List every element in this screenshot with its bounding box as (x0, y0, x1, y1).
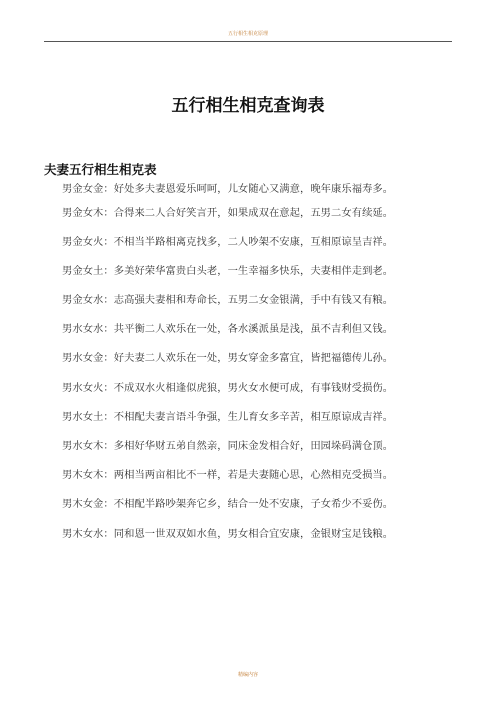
entry-label: 男金女木 (62, 206, 104, 219)
entry-separator: ： (103, 183, 114, 195)
list-item (62, 205, 462, 234)
entry-separator: ： (103, 527, 114, 540)
running-footer: 精编内容 (237, 672, 258, 678)
entry-separator: ： (103, 323, 114, 336)
running-header: 五行相生相克原理 (227, 31, 268, 37)
entry-text: 好夫妻二人欢乐在一处，男女穿金多富宜，皆把福德传儿孙。 (113, 352, 394, 365)
entry-text: 不成双水火相逢似虎狼，男火女水便可成，有事钱财受损伤。 (113, 381, 394, 394)
list-item (62, 526, 462, 555)
entry-separator: ： (103, 410, 114, 423)
entry-label: 男木女金 (62, 498, 104, 511)
entry-text: 志高强夫妻相和寿命长，五男二女金银满，手中有钱又有粮。 (113, 294, 394, 307)
entry-separator: ： (103, 440, 114, 452)
list-item (62, 234, 462, 263)
list-item (62, 409, 462, 438)
entry-separator: ： (103, 469, 114, 482)
list-item (62, 181, 462, 205)
list-item (62, 292, 462, 321)
entry-separator: ： (103, 206, 114, 219)
entry-text: 好处多夫妻恩爱乐呵呵，儿女随心又满意，晚年康乐福寿多。 (113, 183, 394, 195)
entry-label: 男金女火 (62, 235, 104, 248)
entry-separator: ： (103, 352, 114, 365)
entry-label: 男水女木 (62, 440, 104, 452)
compatibility-list (62, 181, 462, 555)
list-item (62, 263, 462, 292)
entry-separator: ： (103, 498, 114, 511)
entry-label: 男金女土 (62, 264, 104, 277)
list-item (62, 438, 462, 467)
entry-separator: ： (103, 381, 114, 394)
entry-text: 合得来二人合好笑言开，如果成双在意起，五男二女有续延。 (113, 206, 394, 219)
document-title: 五行相生相克查询表 (171, 96, 325, 116)
entry-text: 同和恩一世双双如水鱼，男女相合宜安康，金银财宝足钱粮。 (113, 527, 394, 540)
list-item (62, 496, 462, 525)
entry-label: 男金女水 (62, 294, 104, 307)
entry-text: 不相当半路相离克找多，二人吵架不安康，互相原谅呈吉祥。 (113, 235, 394, 248)
entry-label: 男水女金 (62, 352, 104, 365)
entry-text: 不相配半路吵架奔它乡，结合一处不安康，子女希少不妥伤。 (113, 498, 394, 511)
entry-label: 男木女水 (62, 527, 104, 540)
section-heading: 夫妻五行相生相克表 (44, 162, 157, 177)
entry-separator: ： (103, 264, 114, 277)
list-item (62, 467, 462, 496)
entry-label: 男金女金 (62, 183, 104, 195)
entry-text: 两相当两亩相比不一样，若是夫妻随心思，心然相克受损当。 (113, 469, 394, 482)
entry-separator: ： (103, 235, 114, 248)
header-divider (44, 41, 452, 42)
list-item (62, 380, 462, 409)
entry-text: 不相配夫妻言语斗争强，生儿育女多辛苦，相互原谅成吉祥。 (113, 410, 394, 423)
entry-label: 男木女木 (62, 469, 104, 482)
entry-text: 多相好华财五弟自然亲，同床金发相合好，田园垛码满仓顶。 (113, 440, 394, 452)
list-item (62, 350, 462, 379)
entry-text: 共平衡二人欢乐在一处，各水溪派虽是浅，虽不吉利但又钱。 (113, 323, 394, 336)
entry-label: 男水女土 (62, 410, 104, 423)
list-item (62, 321, 462, 350)
entry-text: 多美好荣华富贵白头老，一生幸福多快乐，夫妻相伴走到老。 (113, 264, 394, 277)
entry-label: 男水女火 (62, 381, 104, 394)
entry-label: 男水女水 (62, 323, 104, 336)
entry-separator: ： (103, 294, 114, 307)
